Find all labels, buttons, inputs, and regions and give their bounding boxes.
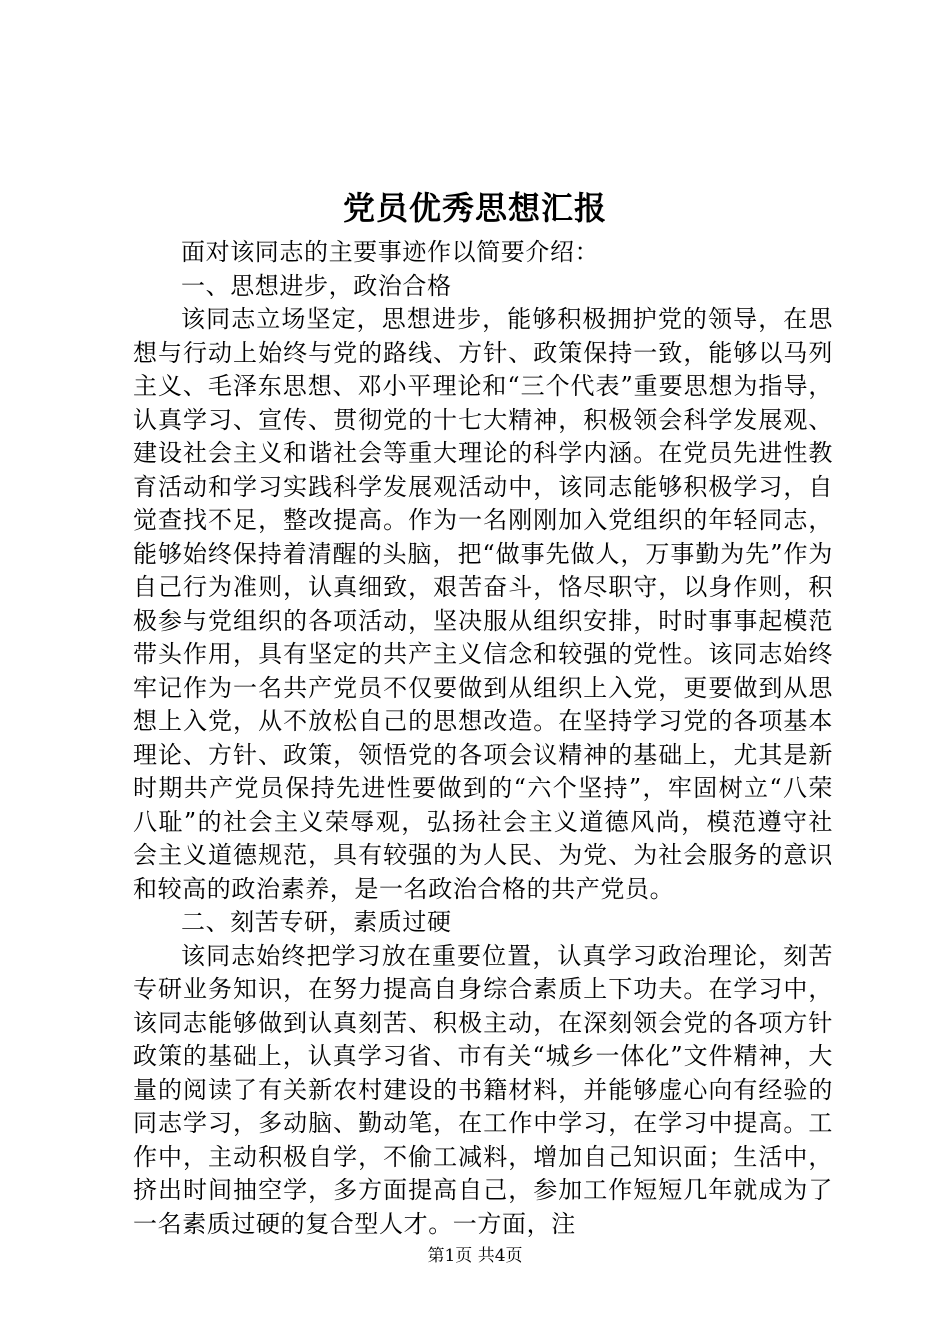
section-paragraph-2: 该同志始终把学习放在重要位置，认真学习政治理论，刻苦专研业务知识，在努力提高自身综合素质上下功夫。在学习中，该同志能够做到认真刻苦、积极主动，在深刻领会党的各项方针政策的基础上，认真学习省、市有关“城乡一体化”文件精神，大量的阅读了有关新农村建设的书籍材料，并能够虚心向有经验的同志学习，多动脑、勤动笔，在工作中学习，在学习中提高。工作中，主动积极自学，不偷工减料，增加自己知识面；生活中，挤出时间抽空学，多方面提高自己，参加工作短短几年就成为了一名素质过硬的复合型人才。一方面，注 (133, 941, 833, 1238)
document-title: 党员优秀思想汇报 (342, 189, 607, 227)
intro-paragraph: 面对该同志的主要事迹作以简要介绍： (181, 238, 600, 266)
section-paragraph-1: 该同志立场坚定，思想进步，能够积极拥护党的领导，在思想与行动上始终与党的路线、方针、政策保持一致，能够以马列主义、毛泽东思想、邓小平理论和“三个代表”重要思想为指导，认真学习、宣传、贯彻党的十七大精神，积极领会科学发展观、建设社会主义和谐社会等重大理论的科学内涵。在党员先进性教育活动和学习实践科学发展观活动中，该同志能够积极学习，自觉查找不足，整改提高。作为一名刚刚加入党组织的年轻同志，能够始终保持着清醒的头脑，把“做事先做人，万事勤为先”作为自己行为准则，认真细致，艰苦奋斗，恪尽职守，以身作则，积极参与党组织的各项活动，坚决服从组织安排，时时事事起模范带头作用，具有坚定的共产主义信念和较强的党性。该同志始终牢记作为一名共产党员不仅要做到从组织上入党，更要做到从思想上入党，从不放松自己的思想改造。在坚持学习党的各项基本理论、方针、政策，领悟党的各项会议精神的基础上，尤其是新时期共产党员保持先进性要做到的“六个坚持”，牢固树立“八荣八耻”的社会主义荣辱观，弘扬社会主义道德风尚，模范遵守社会主义道德规范，具有较强的为人民、为党、为社会服务的意识和较高的政治素养，是一名政治合格的共产党员。 (133, 305, 833, 903)
section-heading-1: 一、思想进步，政治合格 (181, 271, 452, 300)
document-body (133, 236, 833, 1241)
page-footer: 第1页 共4页 (427, 1246, 523, 1266)
section-heading-2: 二、刻苦专研，素质过硬 (181, 908, 452, 936)
